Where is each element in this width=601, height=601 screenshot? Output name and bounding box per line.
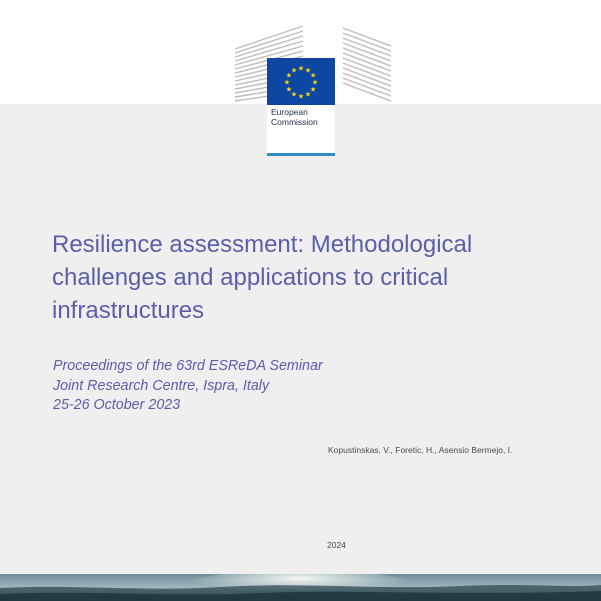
logo-wordmark	[271, 107, 335, 127]
logo-line-1: European	[271, 107, 308, 117]
publication-year: 2024	[327, 540, 346, 550]
svg-text:★: ★	[283, 78, 291, 87]
title-line-3: infrastructures	[52, 297, 205, 324]
cover-photo-strip	[0, 574, 601, 601]
svg-text:★: ★	[304, 90, 312, 99]
svg-text:★: ★	[285, 85, 293, 94]
cover-body	[0, 104, 601, 574]
authors: Kopustinskas, V., Foretic, H., Asensio Bermejo, I.	[328, 445, 513, 455]
subtitle-line-3: 25-26 October 2023	[53, 397, 181, 413]
logo-panel	[267, 58, 335, 156]
svg-text:★: ★	[309, 71, 317, 80]
svg-text:★: ★	[290, 66, 298, 75]
svg-text:★: ★	[297, 64, 305, 73]
logo-line-2: Commission	[271, 117, 318, 127]
seminar-details	[53, 357, 453, 416]
svg-text:★: ★	[309, 85, 317, 94]
title-line-1: Resilience assessment: Methodological	[52, 231, 473, 258]
logo-accent-line	[267, 153, 335, 156]
svg-text:★: ★	[311, 78, 319, 87]
subtitle-line-2: Joint Research Centre, Ispra, Italy	[53, 377, 270, 394]
svg-text:★: ★	[290, 90, 298, 99]
document-title	[52, 228, 572, 327]
eu-flag-icon	[267, 58, 335, 105]
svg-text:★: ★	[285, 71, 293, 80]
european-commission-logo	[233, 24, 393, 136]
svg-text:★: ★	[304, 66, 312, 75]
subtitle-line-1: Proceedings of the 63rd ESReDA Seminar	[53, 358, 323, 374]
svg-text:★: ★	[297, 92, 305, 101]
title-line-2: challenges and applications to critical	[52, 264, 449, 291]
